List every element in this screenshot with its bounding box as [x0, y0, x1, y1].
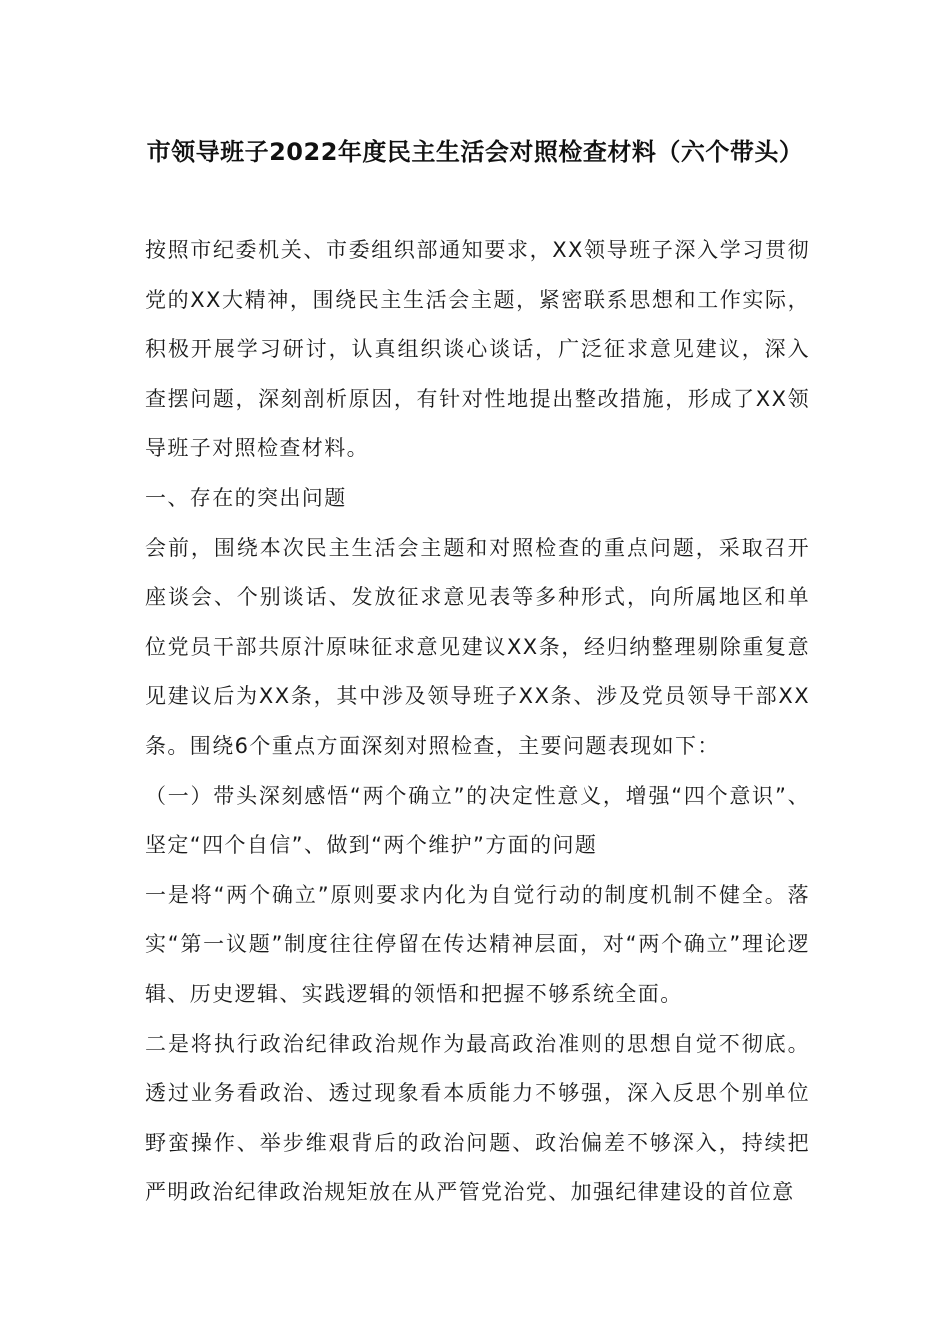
- section-heading-1: 一、存在的突出问题: [145, 485, 347, 510]
- paragraph-issue-1: 一是将“两个确立”原则要求内化为自觉行动的制度机制不健全。落实“第一议题”制度往往停留在传达精神层面，对“两个确立”理论逻辑、历史逻辑、实践逻辑的领悟和把握不够系统全面。: [145, 882, 810, 1006]
- subsection-heading-1: （一）带头深刻感悟“两个确立”的决定性意义，增强“四个意识”、坚定“四个自信”、做到“两个维护”方面的问题: [145, 783, 810, 858]
- document-title: 市领导班子2022年度民主生活会对照检查材料（六个带头）: [146, 138, 804, 166]
- paragraph-intro: 按照市纪委机关、市委组织部通知要求，XX领导班子深入学习贯彻党的XX大精神，围绕民主生活会主题，紧密联系思想和工作实际，积极开展学习研讨，认真组织谈心谈话，广泛征求意见建议，深入查摆问题，深刻剖析原因，有针对性地提出整改措施，形成了XX领导班子对照检查材料。: [145, 238, 810, 461]
- document-body: [145, 226, 810, 1218]
- paragraph-feedback: 会前，围绕本次民主生活会主题和对照检查的重点问题，采取召开座谈会、个别谈话、发放征求意见表等多种形式，向所属地区和单位党员干部共原汁原味征求意见建议XX条，经归纳整理剔除重复意见建议后为XX条，其中涉及领导班子XX条、涉及党员领导干部XX条。围绕6个重点方面深刻对照检查，主要问题表现如下：: [145, 535, 810, 758]
- paragraph-issue-2: 二是将执行政治纪律政治规作为最高政治准则的思想自觉不彻底。透过业务看政治、透过现象看本质能力不够强，深入反思个别单位野蛮操作、举步维艰背后的政治问题、政治偏差不够深入，持续把严明政治纪律政治规矩放在从严管党治党、加强纪律建设的首位意: [145, 1031, 810, 1205]
